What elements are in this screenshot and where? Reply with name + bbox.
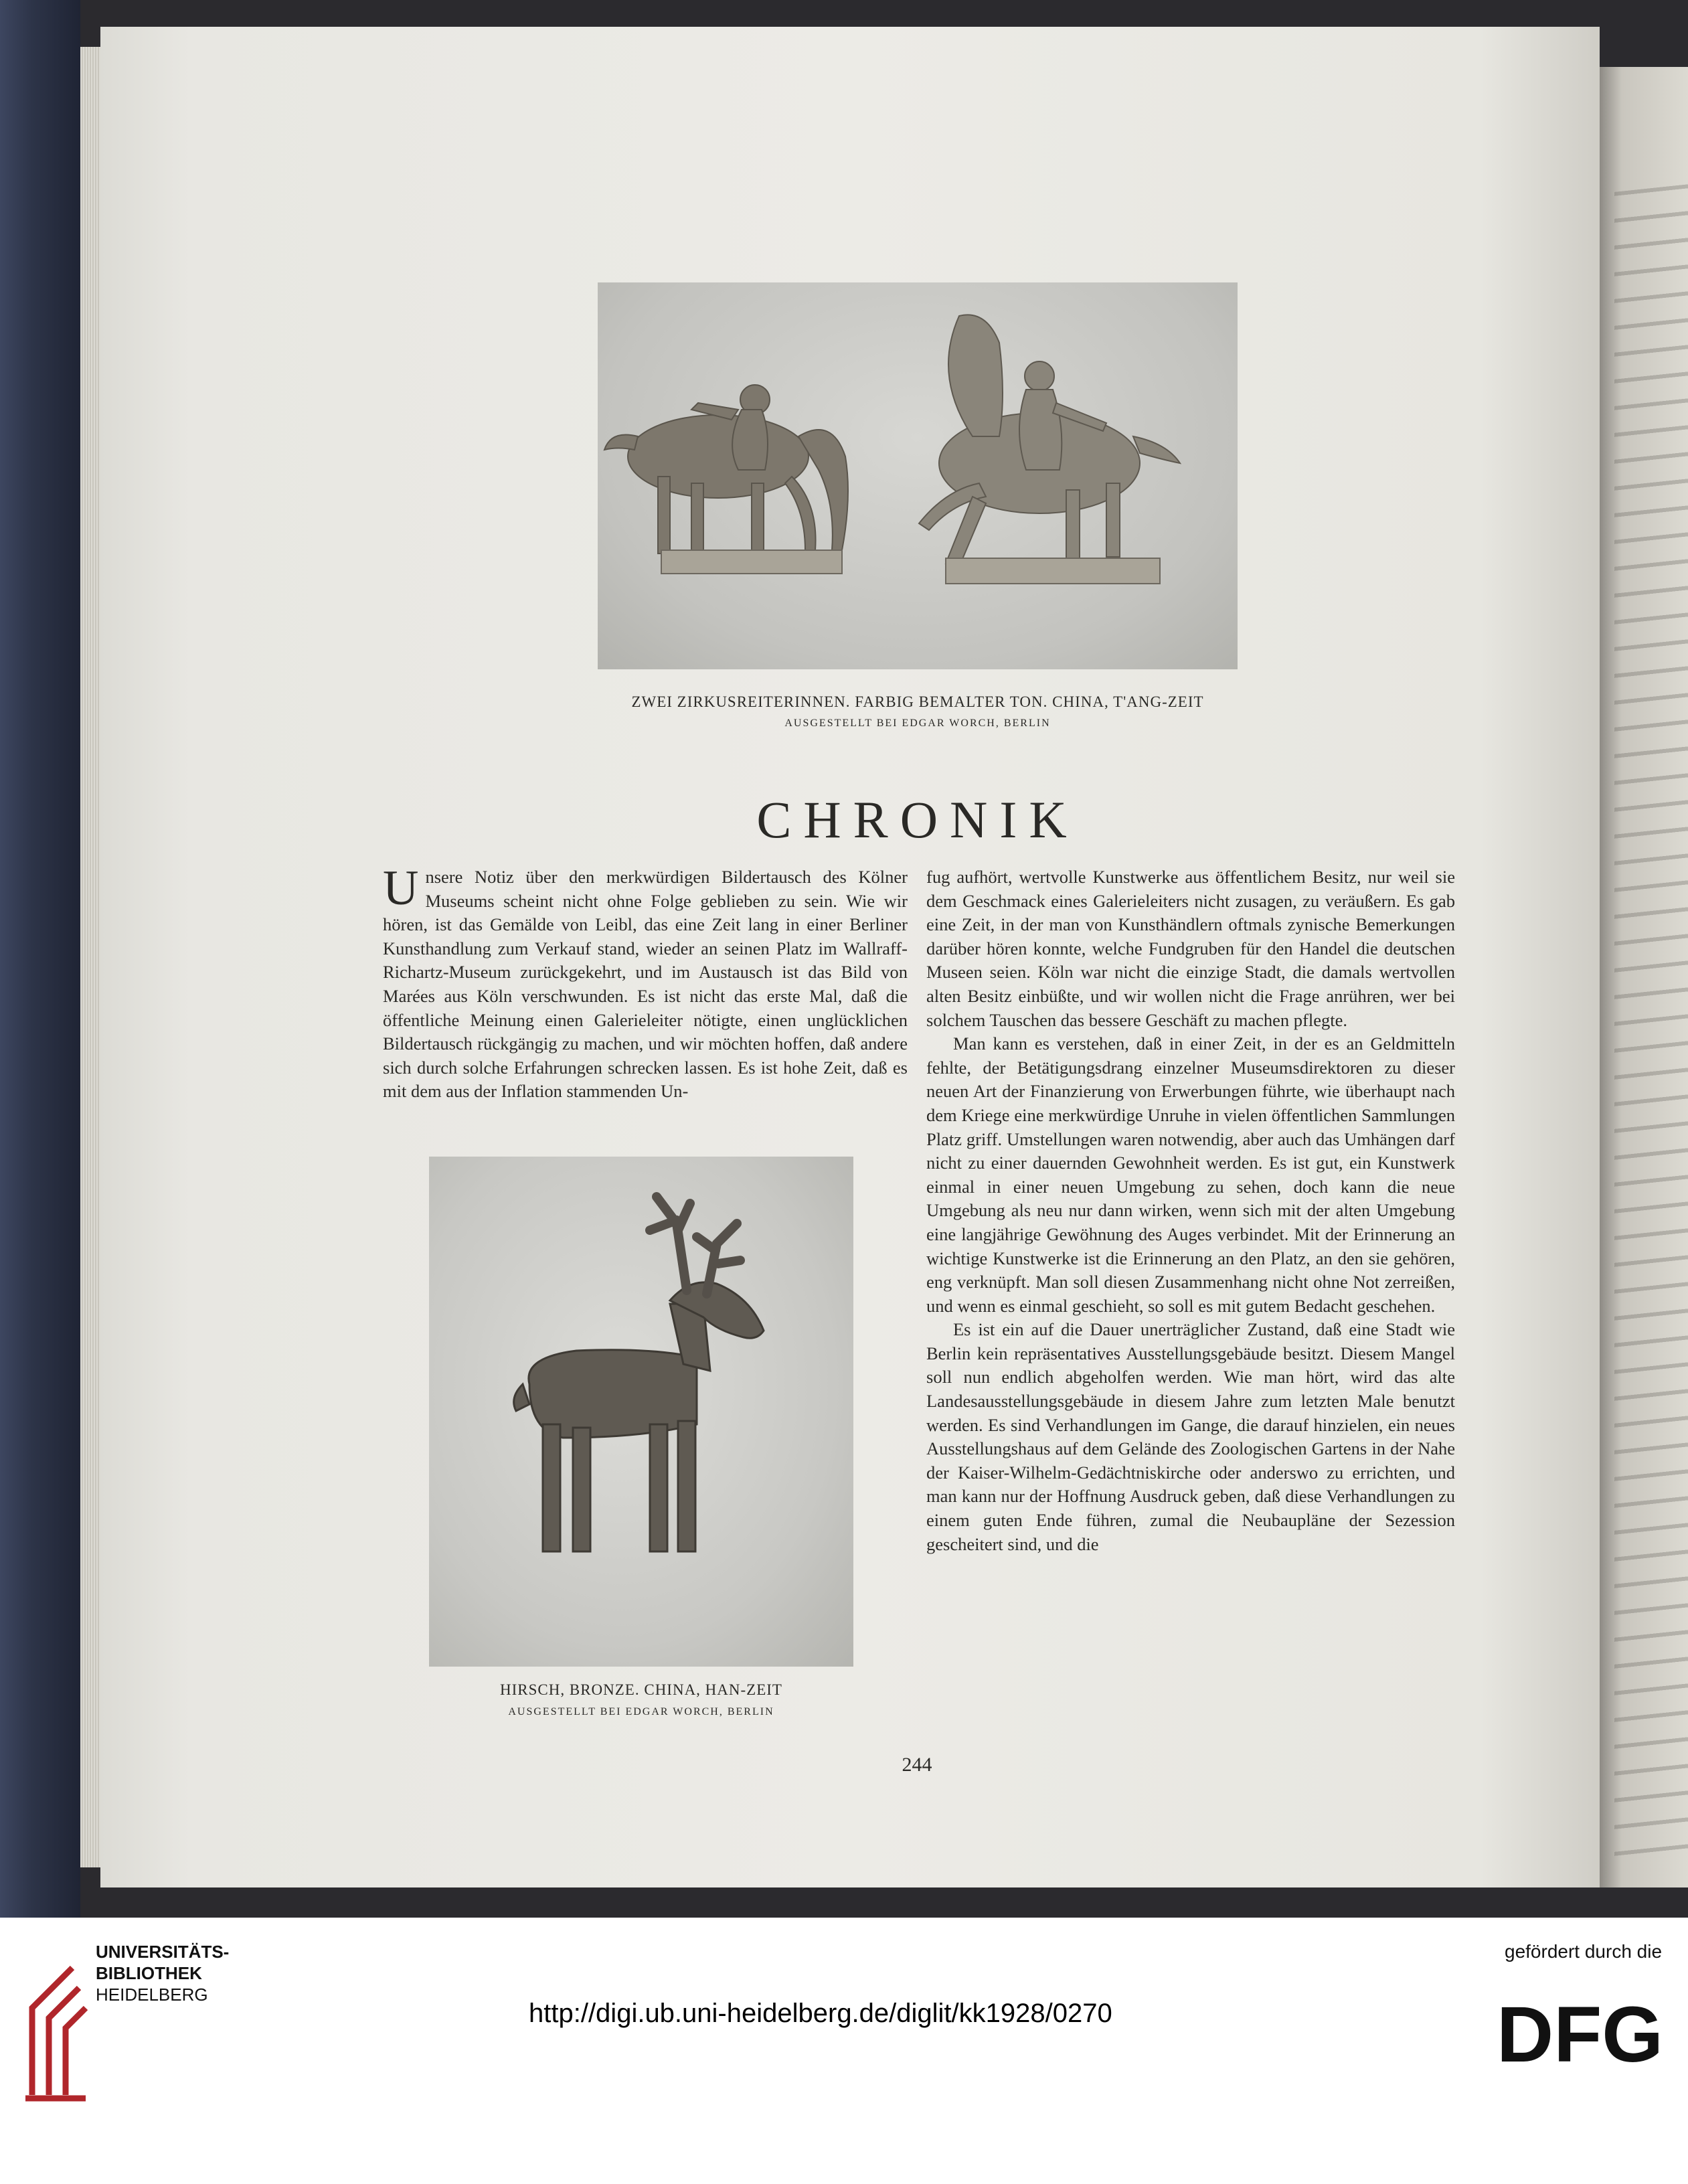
page-edges	[80, 47, 103, 1867]
institution-line-1: UNIVERSITÄTS-	[96, 1942, 230, 1962]
right-paragraph-3: Es ist ein auf die Dauer unerträglicher Zustand, daß eine Stadt wie Berlin kein repräsentatives Ausstellungsgebäude besitzt. Diesem Mangel soll nun endlich abgeholfen werden. Wie man hört, wird das alte Landesausstellungsgebäude in diesem Jahre zum letzten Male benutzt werden. Es sind Verhandlungen im Gange, die darauf hinzielen, ein neues Ausstellungshaus auf dem Gelände des Zoologischen Gartens in der Nahe der Kaiser-Wilhelm-Gedächtniskirche oder anderswo zu errichten, und man kann nur der Hoffnung Ausdruck geben, daß diese Verhandlungen zu einem guten Ende führen, zumal die Neubaupläne der Sezession gescheitert sind, und die	[926, 1319, 1455, 1554]
credit-bronze-deer: AUSGESTELLT BEI EDGAR WORCH, BERLIN	[508, 1706, 774, 1717]
right-paragraph-2: Man kann es verstehen, daß in einer Zeit, in der es an Geldmitteln fehlte, der Betätigungsdrang einzelner Museumsdirektoren zu dieser neuen Art der Finanzierung von Erwerbungen führte, wie überhaupt nach dem Kriege eine merkwürdige Unruhe in vielen öffentlichen Sammlungen Platz griff. Umstellungen waren notwendig, aber auch das Umhängen darf nicht zu einer dauernden Gewohnheit werden. Es ist gut, ein Kunstwerk einmal in einer neuen Umgebung zu sehen, doch kann die neue Umgebung als neu nur dann wirken, wenn sich mit der alten Umgebung eine langjährige Gewöhnung des Auges verbindet. Mit der Erinnerung an wichtige Kunstwerke ist die Erinnerung an den Platz, an den sie gehören, eng verknüpft. Man soll diesen Zusammenhang nicht ohne Not zerreißen, und wenn es einmal geschieht, so soll es mit gutem Bedacht geschehen.	[926, 1033, 1455, 1316]
university-logo-icon	[19, 1928, 92, 2155]
footer-bar	[0, 1918, 1688, 2184]
institution-name	[96, 1941, 229, 2005]
institution-line-2: BIBLIOTHEK	[96, 1963, 202, 1983]
right-paragraph-1: fug aufhört, wertvolle Kunstwerke aus öffentlichem Besitz, nur weil sie dem Geschmack eines Galerieleiters nicht zusagen, zu veräußern. Es gab eine Zeit, in der man von Kunsthändlern oftmals zynische Bemerkungen darüber hören konnte, welche Fundgruben für den Handel die deutschen Museen seien. Köln war nicht die einzige Stadt, die damals wertvollen alten Besitz einbüßte, und wir wollen nicht die Frage anrühren, wer bei solchem Tauschen das bessere Geschäft zu machen pflegte.	[926, 867, 1455, 1030]
right-column-text	[926, 865, 1455, 1556]
dfg-logo-text: DFG	[1497, 1995, 1664, 2075]
section-heading: CHRONIK	[756, 790, 1079, 849]
dfg-logo-icon	[1497, 1995, 1664, 2075]
page-number: 244	[902, 1754, 932, 1776]
photo-circus-riders	[598, 282, 1238, 669]
left-column-text	[383, 861, 908, 1104]
institution-line-3: HEIDELBERG	[96, 1985, 208, 2005]
source-url-link[interactable]: http://digi.ub.uni-heidelberg.de/diglit/kk1928/0270	[529, 1999, 1112, 2028]
funding-note: gefördert durch die	[1505, 1941, 1663, 1962]
facing-page-edge	[1600, 67, 1688, 1887]
credit-circus-riders: AUSGESTELLT BEI EDGAR WORCH, BERLIN	[784, 718, 1051, 729]
caption-bronze-deer: HIRSCH, BRONZE. CHINA, HAN-ZEIT	[500, 1681, 782, 1698]
left-column-paragraph: nsere Notiz über den merkwürdigen Bildertausch des Kölner Museums scheint nicht ohne Folge geblieben zu sein. Wie wir hören, ist das Gemälde von Leibl, das eine Zeit lang in einer Berliner Kunsthandlung zum Verkauf stand, wieder an seinen Platz im Wallraff-Richartz-Museum zurückgekehrt, und im Austausch ist das Bild von Marées aus Köln verschwunden. Es ist nicht das erste Mal, daß die öffentliche Meinung einen Galerieleiter nötigte, einen unglücklichen Bildertausch rückgängig zu machen, und wir möchten hoffen, daß andere sich durch solche Erfahrungen schrecken lassen. Es ist hohe Zeit, daß es mit dem aus der Inflation stammenden Un-	[383, 867, 908, 1102]
book-spine	[0, 0, 80, 1918]
photo-bronze-deer	[429, 1157, 853, 1667]
caption-circus-riders: ZWEI ZIRKUSREITERINNEN. FARBIG BEMALTER TON. CHINA, T'ANG-ZEIT	[631, 693, 1204, 710]
drop-cap: U	[383, 861, 419, 916]
